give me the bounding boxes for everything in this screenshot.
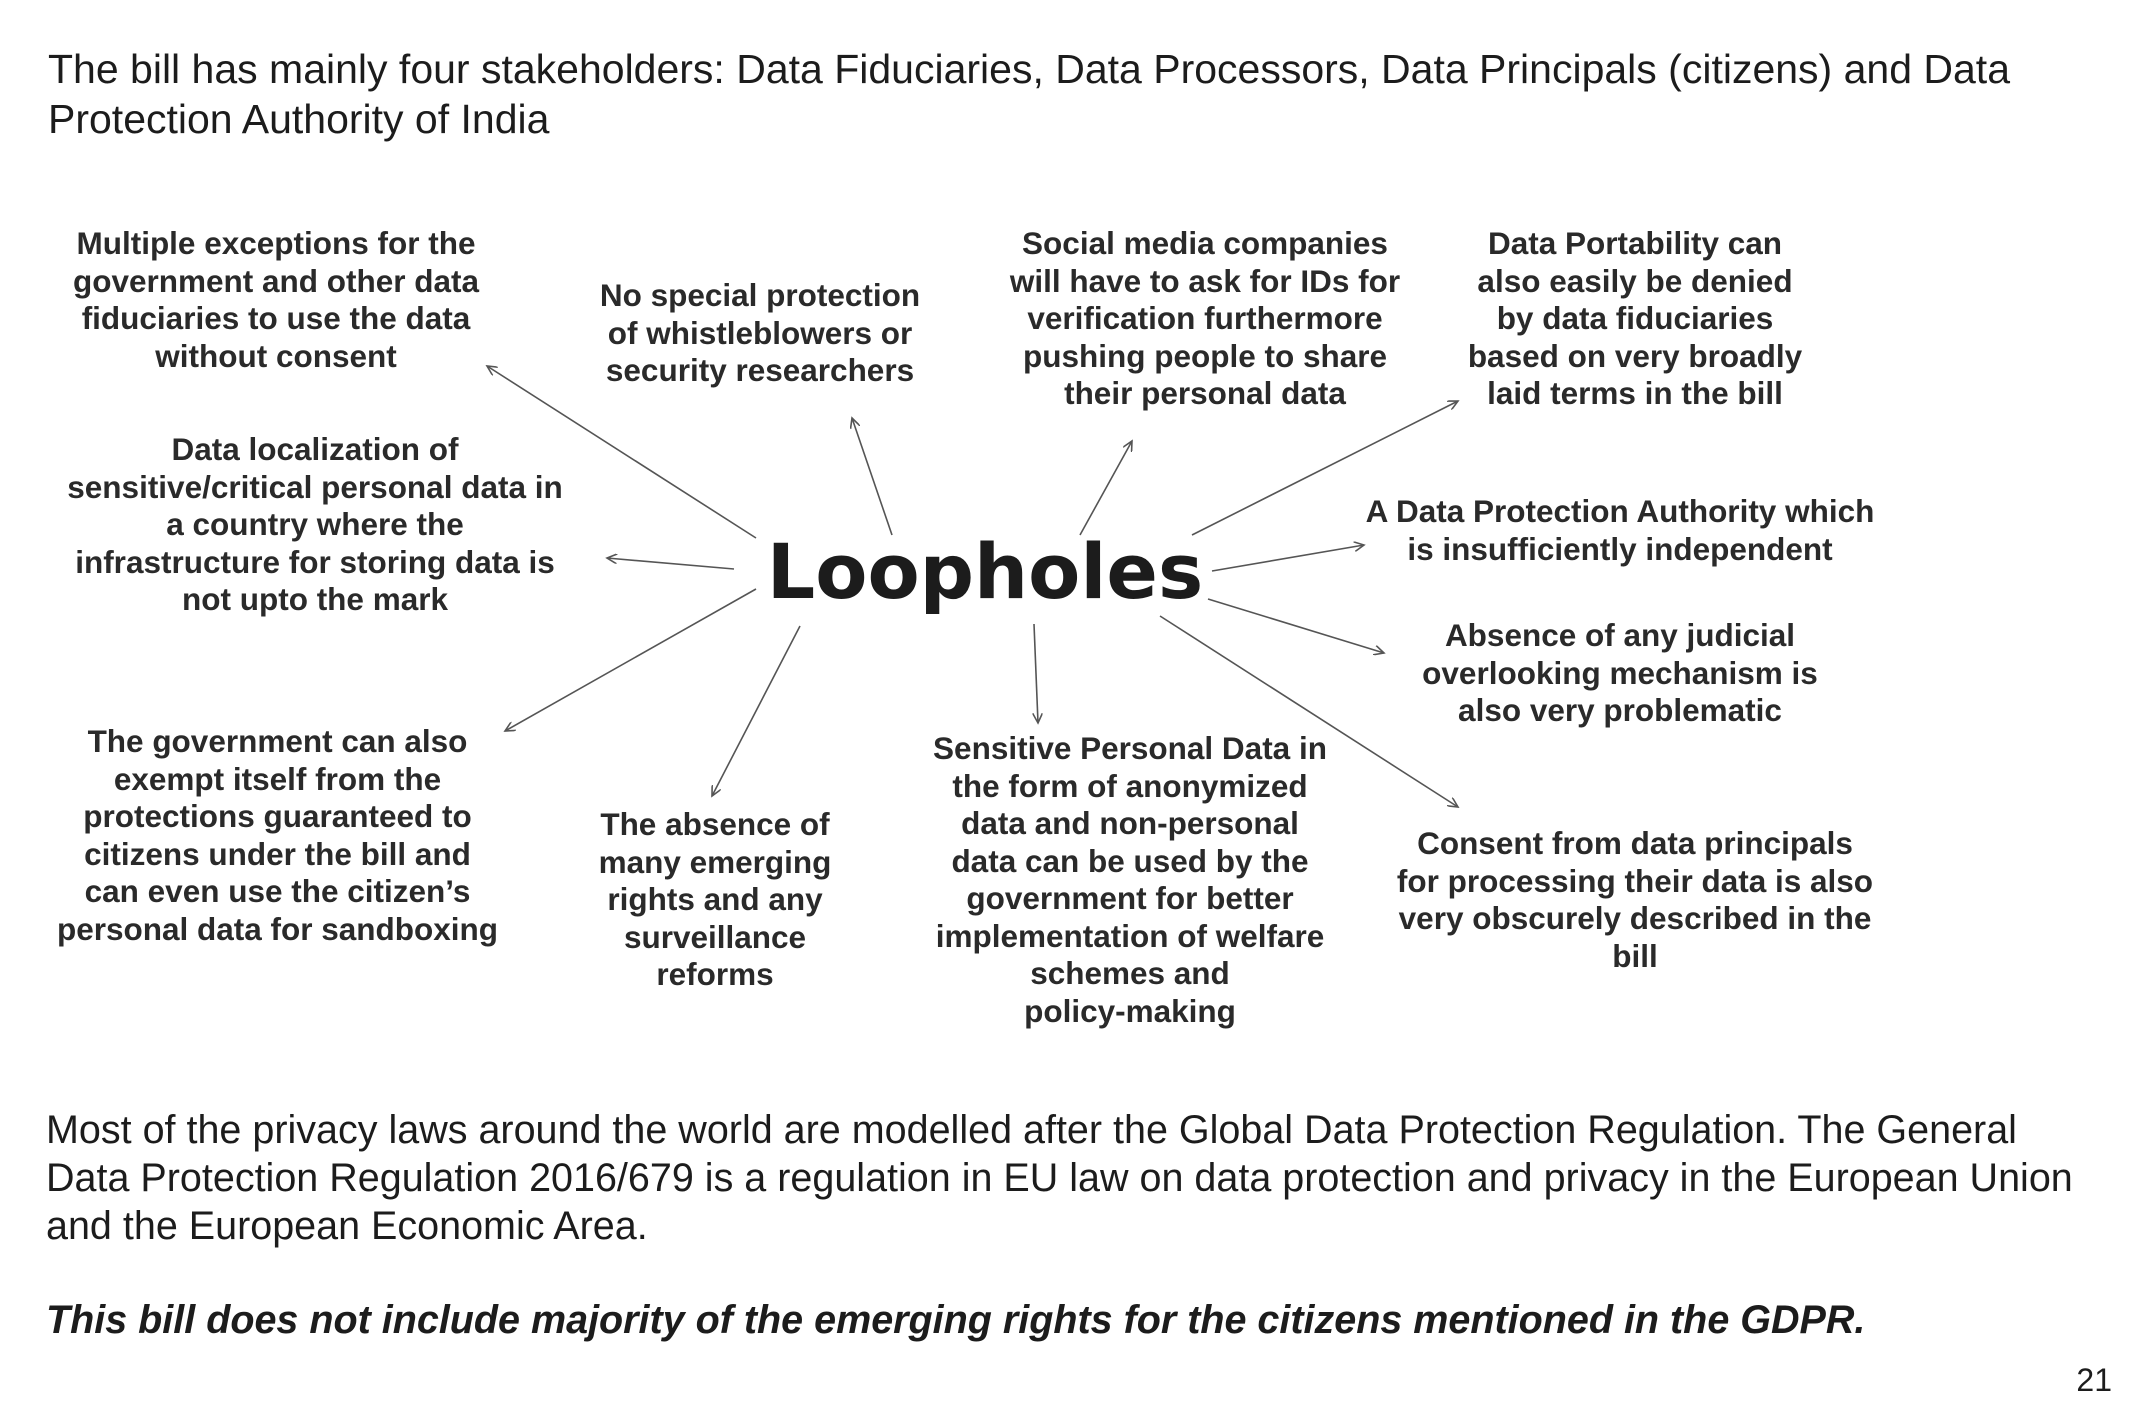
center-label: Loopholes	[766, 527, 1204, 616]
arrow-sensitive-data	[1034, 624, 1038, 723]
page-number: 21	[2076, 1362, 2112, 1398]
node-exceptions: Multiple exceptions for the government and other data fiduciaries to use the data without consent	[72, 225, 480, 374]
node-portability: Data Portability can also easily be denied by data fiduciaries based on very broadly laid terms in the bill	[1467, 225, 1803, 411]
intro-text: The bill has mainly four stakeholders: Data Fiduciaries, Data Processors, Data Principals (citizens) and Data Protection Authority of India	[48, 46, 2010, 142]
arrow-whistleblowers	[852, 418, 892, 535]
node-consent: Consent from data principals for processing their data is also very obscurely described in the bill	[1396, 825, 1874, 974]
arrow-emerging-rights	[712, 626, 800, 796]
node-localization: Data localization of sensitive/critical personal data in a country where the infrastructure for storing data is not upto the mark	[67, 431, 563, 617]
conclusion-text: This bill does not include majority of the emerging rights for the citizens mentioned in the GDPR.	[46, 1298, 1866, 1342]
outro-text: Most of the privacy laws around the world are modelled after the Global Data Protection Regulation. The General Data Protection Regulation 2016/679 is a regulation in EU law on data protection and privacy in the European Union and the European Economic Area.	[46, 1108, 2073, 1248]
arrow-social-media	[1080, 441, 1132, 535]
node-judicial: Absence of any judicial overlooking mechanism is also very problematic	[1422, 617, 1818, 728]
node-emerging-rights: The absence of many emerging rights and any surveillance reforms	[598, 806, 832, 992]
node-exempt: The government can also exempt itself from the protections guaranteed to citizens under the bill and can even use the citizen’s personal data for sandboxing	[56, 723, 499, 947]
node-whistleblowers: No special protection of whistleblowers or security researchers	[599, 277, 921, 388]
node-dpa: A Data Protection Authority which is insufficiently independent	[1365, 493, 1875, 567]
node-social-media: Social media companies will have to ask for IDs for verification furthermore pushing people to share their personal data	[1009, 225, 1401, 411]
arrow-localization	[607, 558, 734, 569]
node-sensitive-data: Sensitive Personal Data in the form of anonymized data and non-personal data can be used by the government for better implementation of welfare schemes and policy-making	[933, 730, 1327, 1029]
